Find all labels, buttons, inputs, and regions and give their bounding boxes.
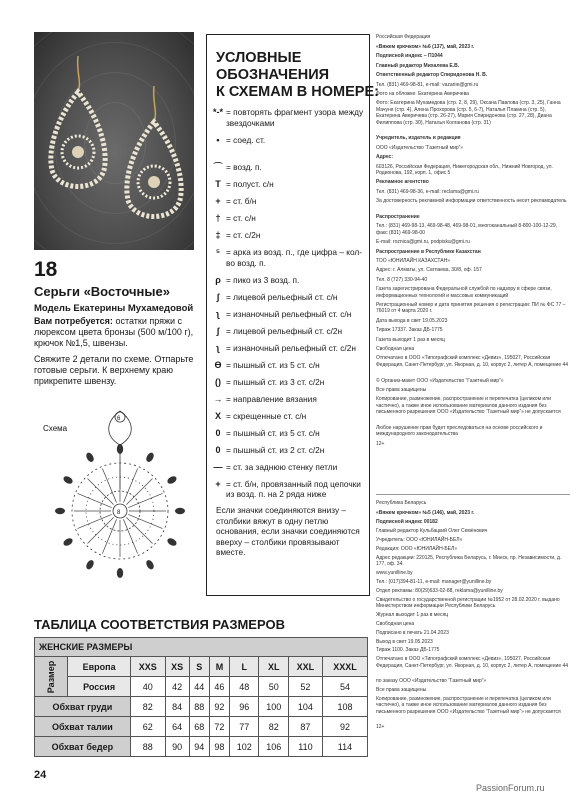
legend-text: = изнаночный рельефный ст. с/н — [226, 308, 352, 319]
imprint-line: Адрес: г. Алматы, ул. Сатпаева, 30/8, оф. 157 — [376, 267, 482, 274]
measurement-cell: 88 — [189, 697, 209, 717]
imprint-line: Отпечатано в ООО «Типографский комплекс «Девиз», 195027, Российская Федерация, Санкт-Петербург, ул. Якорная, д. 10, корпус 2, литер А, помещение 44 — [376, 656, 569, 669]
imprint-line: Рекламное агентство — [376, 179, 429, 186]
legend-item — [210, 343, 368, 354]
diagram-puff-stitch — [145, 559, 156, 571]
measurement-cell: 100 — [259, 697, 288, 717]
legend-text: = скрещенные ст. с/н — [226, 410, 307, 421]
size-europe-cell: XS — [165, 657, 189, 677]
legend-text: = повторять фрагмент узора между звездочками — [226, 107, 364, 128]
legend-text: = возд. п. — [226, 162, 262, 172]
imprint-line: © Организ-макет ООО «Издательство “Газетный мир”» — [376, 377, 504, 384]
diagram-stitch-line — [87, 478, 113, 504]
imprint-line: Регистрационный номер и дата принятия решения о регистрации: ПИ № ФС 77 – 76019 от 4 марта 2020 г. — [376, 302, 566, 315]
diagram-stitch-line — [126, 517, 152, 543]
crochet-diagram — [34, 403, 206, 603]
imprint-line: Свидетельство о государственной регистрации №1952 от 28.02.2020 г. выдано Министерством информации Республики Беларусь — [376, 596, 560, 609]
imprint-divider — [376, 494, 570, 495]
imprint-line: Тел.: (017)394-81-11, e-mail: manager@yunilline.by — [376, 578, 492, 585]
legend-symbol-icon: 0 — [215, 444, 221, 455]
imprint-line: 12+ — [376, 723, 385, 730]
legend-text: = ст. б/н — [226, 196, 257, 206]
imprint-line: ООО «Издательство “Газетный мир”» — [376, 144, 464, 151]
legend-item — [210, 462, 368, 473]
legend-item — [210, 213, 368, 224]
diagram-number-top: 6 — [117, 416, 121, 422]
legend-item — [210, 107, 368, 128]
size-europe-cell: XXS — [130, 657, 165, 677]
diagram-puff-stitch — [62, 475, 74, 486]
measurement-cell: 82 — [130, 697, 165, 717]
assembly-text: Свяжите 2 детали по схеме. Отпарьте готовые серьги. К верхнему краю прикрепите швензу. — [34, 354, 194, 386]
size-europe-cell: S — [189, 657, 209, 677]
legend-item — [210, 135, 368, 146]
measurement-cell: 96 — [230, 697, 259, 717]
legend-text: = ст. с/н — [226, 213, 256, 223]
legend-item — [210, 309, 368, 320]
measurement-cell: 92 — [209, 697, 229, 717]
imprint-line: Подписано в печать 21.04.2023 — [376, 629, 449, 636]
page-number: 24 — [34, 769, 47, 781]
diagram-stitch-line — [102, 469, 116, 503]
legend-text: = лицевой рельефный ст. с/2н — [226, 325, 343, 336]
legend-text: = соед. ст. — [226, 134, 266, 145]
legend-symbol-icon: → — [213, 393, 223, 404]
earring-left — [42, 52, 114, 202]
imprint-line: «Вяжем крючком» №6 (137), май, 2023 г. — [376, 44, 475, 50]
project-title: Серьги «Восточные» — [34, 284, 170, 299]
legend-text: = ст. б/н, провязанный под цепочки из возд. п. на 2 ряда ниже — [226, 478, 361, 499]
legend-text: = ст. за заднюю стенку петли — [226, 461, 338, 472]
measurement-cell: 77 — [230, 717, 259, 737]
diagram-stitch-line — [126, 478, 152, 504]
legend-note: Если значки соединяются внизу – столбики вяжут в одну петлю основания, если значки соединяются вверху – столбики провязывают вместе. — [216, 505, 360, 557]
legend-symbol-icon: ʃ — [216, 291, 220, 302]
legend-symbol-icon: X — [214, 410, 221, 421]
diagram-puff-stitch — [145, 451, 156, 463]
measurement-cell: 72 — [209, 717, 229, 737]
measurement-cell: 106 — [259, 737, 288, 757]
measurement-cell: 68 — [189, 717, 209, 737]
size-europe-cell: XL — [259, 657, 288, 677]
imprint-line: ТОО «ЮНИЛАЙН КАЗАХСТАН» — [376, 258, 451, 264]
imprint-line: Тел. (831) 469-98-36, e-mail: reclama@gmi.ru — [376, 188, 479, 195]
diagram-stitch-line — [78, 514, 112, 528]
size-europe-cell: M — [209, 657, 229, 677]
imprint-line: Фото на обложке: Екатерина Аверичева — [376, 91, 469, 97]
measurement-label: Обхват талии — [35, 717, 131, 737]
measurement-cell: 108 — [322, 697, 367, 717]
size-table-header: ЖЕНСКИЕ РАЗМЕРЫ — [35, 638, 368, 657]
imprint-line: Учредитель: ООО «ЮНИЛАЙН-БЕЛ» — [376, 536, 463, 543]
legend-text: = ст. с/2н — [226, 230, 261, 240]
measurement-cell: 84 — [165, 697, 189, 717]
imprint-line: Газета выходит 1 раз в месяц — [376, 336, 445, 343]
measurement-cell: 87 — [288, 717, 322, 737]
legend-item — [210, 377, 368, 388]
imprint-line: Журнал выходит 1 раз в месяц — [376, 611, 449, 618]
legend-text: = пышный ст. из 5 ст. с/н — [226, 427, 320, 438]
diagram-stitch-line — [128, 514, 162, 528]
imprint-line: Тел. (831) 469-98-81, e-mail: vazanie@gmi.ru — [376, 81, 479, 88]
legend-item — [210, 479, 368, 500]
legend-symbol-icon: ʃ — [216, 325, 220, 336]
legend-symbol-icon: • — [216, 134, 220, 145]
size-russia-cell: 46 — [209, 677, 229, 697]
legend-symbol-icon: † — [215, 213, 221, 223]
size-table — [34, 637, 368, 757]
legend-text: = лицевой рельефный ст. с/н — [226, 291, 338, 302]
size-table-row — [35, 697, 368, 717]
imprint-line: Распространение в Республике Казахстан — [376, 248, 481, 255]
imprint-line: Дата выхода в свет 19.05.2023 — [376, 317, 448, 324]
imprint-line: Все права защищены — [376, 686, 427, 693]
size-table-title: ТАБЛИЦА СООТВЕТСТВИЯ РАЗМЕРОВ — [34, 617, 285, 632]
legend-symbol-icon: — — [213, 461, 223, 472]
imprint-line: Распространение — [376, 214, 420, 220]
russia-label: Россия — [68, 677, 130, 697]
diagram-puff-stitch — [85, 559, 96, 571]
measurement-cell: 92 — [322, 717, 367, 737]
imprint-line: Отпечатано в ООО «Типографский комплекс «Девиз», 195027, Российская Федерация, Санкт-Петербург, ул. Якорная, д. 10, корпус 2, литер А, помещение 44 — [376, 355, 569, 368]
size-row-label: Размер — [35, 657, 68, 697]
diagram-puff-stitch — [55, 508, 65, 514]
measurement-cell: 110 — [288, 737, 322, 757]
legend-item — [210, 445, 368, 456]
legend-item — [210, 162, 368, 173]
size-europe-cell: XXXL — [322, 657, 367, 677]
measurement-cell: 102 — [230, 737, 259, 757]
imprint-line: Любое нарушение прав будет преследоваться на основе российского и международного законодательства — [376, 425, 543, 438]
imprint-country-ru: Российская Федерация — [376, 34, 431, 40]
project-number: 18 — [34, 258, 58, 281]
legend-symbol-icon: ⌒ — [213, 162, 223, 172]
legend-item — [210, 292, 368, 303]
imprint-line: За достоверность рекламной информации ответственность несет рекламодатель — [376, 198, 567, 205]
legend-text: = пышный ст. из 5 ст. с/н — [226, 359, 320, 370]
legend-text: = изнаночный рельефный ст. с/2н — [226, 342, 356, 353]
legend-item — [210, 411, 368, 422]
imprint-line: Фото: Екатерина Мухамедова (стр. 2, 8, 29), Оксана Павлова (стр. 3, 25), Ганна Мачуня (стр. 4), Алена Прохорова (стр. 5, 6-7), Наталья Плакина (стр. 5), Екатерина Аверичева (стр. 26-27), Мария Спиридонова (стр. 27, 28), Диана Филиппова (стр. 30), Наталья Колганова (стр. 31) — [376, 100, 561, 126]
diagram-number-center: 8 — [117, 510, 121, 516]
legend-symbol-icon: T — [215, 179, 221, 189]
legend-text: = пышный ст. из 2 ст. с/2н — [226, 444, 325, 455]
legend-title-line: К СХЕМАМ В НОМЕРЕ: — [216, 84, 379, 100]
materials-value: остатки пряжи с люрексом цвета бронзы (500 м/100 г), крючок №1,5, швензы. — [34, 316, 194, 348]
materials-label: Вам потребуется: — [34, 316, 113, 326]
measurement-cell: 94 — [189, 737, 209, 757]
diagram-stitch-line — [102, 519, 116, 553]
size-europe-cell: XXL — [288, 657, 322, 677]
legend-symbol-icon: ρ — [215, 274, 221, 285]
imprint-line: Газета зарегистрирована Федеральной службой по надзору в сфере связи, информационных технологий и массовых коммуникаций — [376, 286, 552, 299]
measurement-cell: 98 — [209, 737, 229, 757]
diagram-stitch-line — [123, 519, 137, 553]
imprint-line: Свободная цена — [376, 346, 415, 352]
europe-label: Европа — [68, 657, 130, 677]
legend-item — [210, 247, 368, 268]
imprint-country-by: Республика Беларусь — [376, 500, 427, 506]
imprint-line: 12+ — [376, 440, 385, 447]
imprint-line: 603126, Российская Федерация, Нижегородская обл., Нижний Новгород, ул. Родионова, 192, корп. 1, офис 5 — [376, 163, 553, 176]
imprint-line: Главный редактор Кульбацкий Олег Семёнович — [376, 527, 488, 534]
legend-symbol-icon: ʅ — [216, 308, 220, 319]
legend-item — [210, 196, 368, 207]
measurement-label: Обхват бедер — [35, 737, 131, 757]
diagram-puff-stitch — [117, 568, 123, 578]
size-russia-cell: 54 — [322, 677, 367, 697]
imprint-line: Учредитель, издатель и редакция — [376, 135, 461, 142]
size-russia-cell: 42 — [165, 677, 189, 697]
legend-title — [216, 50, 379, 101]
size-russia-cell: 40 — [130, 677, 165, 697]
imprint-line: «Вяжем крючком» №5 (146), май, 2023 г. — [376, 510, 475, 516]
measurement-cell: 82 — [259, 717, 288, 737]
legend-symbol-icon: () — [215, 376, 221, 387]
size-europe-cell: L — [230, 657, 259, 677]
measurement-label: Обхват груди — [35, 697, 131, 717]
imprint-line: Подписной индекс – П1044 — [376, 53, 443, 60]
imprint-line: Главный редактор Михалева Е.В. — [376, 62, 460, 69]
legend-item — [210, 275, 368, 286]
project-model: Модель Екатерины Мухамедовой — [34, 303, 194, 314]
imprint-line: Копирование, размножение, распространение и перепечатка (целиком или частично), а также иное использование материалов данного издания без письменного разрешения ООО «Издательство “Газетный мир”» не допускается — [376, 396, 561, 416]
imprint-line: Все права защищены — [376, 387, 427, 393]
legend-symbol-icon: + — [215, 478, 221, 489]
measurement-cell: 104 — [288, 697, 322, 717]
size-table-row — [35, 737, 368, 757]
legend-text: = полуст. с/н — [226, 179, 274, 189]
legend-symbol-icon: ‡ — [215, 230, 221, 240]
measurement-cell: 64 — [165, 717, 189, 737]
legend-item — [210, 326, 368, 337]
legend-item — [210, 360, 368, 371]
measurement-cell: 90 — [165, 737, 189, 757]
legend-symbol-icon: ʅ — [216, 342, 220, 353]
earrings-photo — [34, 32, 194, 250]
diagram-puff-stitch — [85, 451, 96, 463]
size-russia-cell: 48 — [230, 677, 259, 697]
legend-symbol-icon: 0 — [215, 427, 221, 438]
legend-symbol-icon: + — [215, 196, 221, 206]
legend-symbol-icon: Ɵ — [214, 359, 222, 370]
legend-item — [210, 394, 368, 405]
imprint-line: Адрес редакции: 220125, Республика Беларусь, г. Минск, пр. Независимости, д. 177, оф. 34. — [376, 554, 562, 567]
imprint-line: Тираж 1100. Заказ ДБ-1775 — [376, 647, 440, 654]
imprint-line: по заказу ООО «Издательство “Газетный мир”» — [376, 678, 487, 684]
diagram-puff-stitch — [175, 508, 185, 514]
imprint-line: www.yunilline.by — [376, 569, 413, 576]
imprint-line: Тел. 8 (727) 330-94-40 — [376, 276, 428, 283]
measurement-cell: 88 — [130, 737, 165, 757]
imprint-line: Тел.: (831) 469-98-13, 469-98-48, 469-98-01, многоканальный 8-800-100-12-29, факс (831) 469-98-00 — [376, 223, 558, 236]
imprint-line: Адрес: — [376, 154, 393, 161]
diagram-stitch-line — [87, 517, 113, 543]
imprint-line: Тираж 17337. Заказ ДБ-1775 — [376, 327, 443, 334]
legend-title-line: ОБОЗНАЧЕНИЯ — [216, 67, 330, 83]
legend-text: = пышный ст. из 3 ст. с/2н — [226, 376, 325, 387]
imprint-line: Выход в свет 19.05.2023 — [376, 638, 433, 645]
size-russia-cell: 44 — [189, 677, 209, 697]
schema-label: Схема — [43, 424, 68, 433]
materials-text — [34, 316, 199, 349]
legend-item — [210, 428, 368, 439]
diagram-puff-stitch — [117, 444, 123, 454]
legend-text: = арка из возд. п., где цифра – кол-во возд. п. — [226, 247, 363, 268]
diagram-puff-stitch — [62, 537, 74, 548]
measurement-cell: 114 — [322, 737, 367, 757]
measurement-cell: 62 — [130, 717, 165, 737]
diagram-puff-stitch — [166, 537, 178, 548]
earring-right — [118, 82, 190, 232]
imprint-line: Свободная цена — [376, 620, 415, 627]
diagram-stitch-line — [123, 469, 137, 503]
size-russia-cell: 52 — [288, 677, 322, 697]
imprint-line: Копирование, размножение, распространение и перепечатка (целиком или частично), а также иное использование материалов данного издания без письменного разрешения ООО «Издательство “Газетный мир”» не допускается — [376, 695, 561, 715]
imprint-line: E-mail: rozniсa@gmi.ru, podpiska@gmi.ru — [376, 239, 470, 246]
watermark: PassionForum.ru — [476, 783, 545, 793]
diagram-stitch-line — [128, 493, 162, 507]
legend-item — [210, 179, 368, 190]
imprint-line: Подписной индекс 00182 — [376, 518, 438, 525]
imprint-line: Ответственный редактор Спиридонова Н. В. — [376, 72, 488, 79]
size-russia-cell: 50 — [259, 677, 288, 697]
size-table-row — [35, 717, 368, 737]
legend-symbol-icon: ⁵ — [215, 247, 221, 257]
diagram-puff-stitch — [166, 475, 178, 486]
diagram-stitch-line — [78, 493, 112, 507]
legend-title-line: УСЛОВНЫЕ — [216, 50, 302, 66]
legend-text: = пико из 3 возд. п. — [226, 274, 300, 285]
legend-text: = направление вязания — [226, 393, 317, 404]
legend-symbol-icon: *-* — [212, 107, 223, 117]
imprint-line: Отдел рекламы: 80(29)633-02-88, reklama@yunilline.by — [376, 587, 503, 594]
legend-item — [210, 230, 368, 241]
imprint-line: Редакция: ООО «ЮНИЛАЙН-БЕЛ» — [376, 545, 458, 552]
